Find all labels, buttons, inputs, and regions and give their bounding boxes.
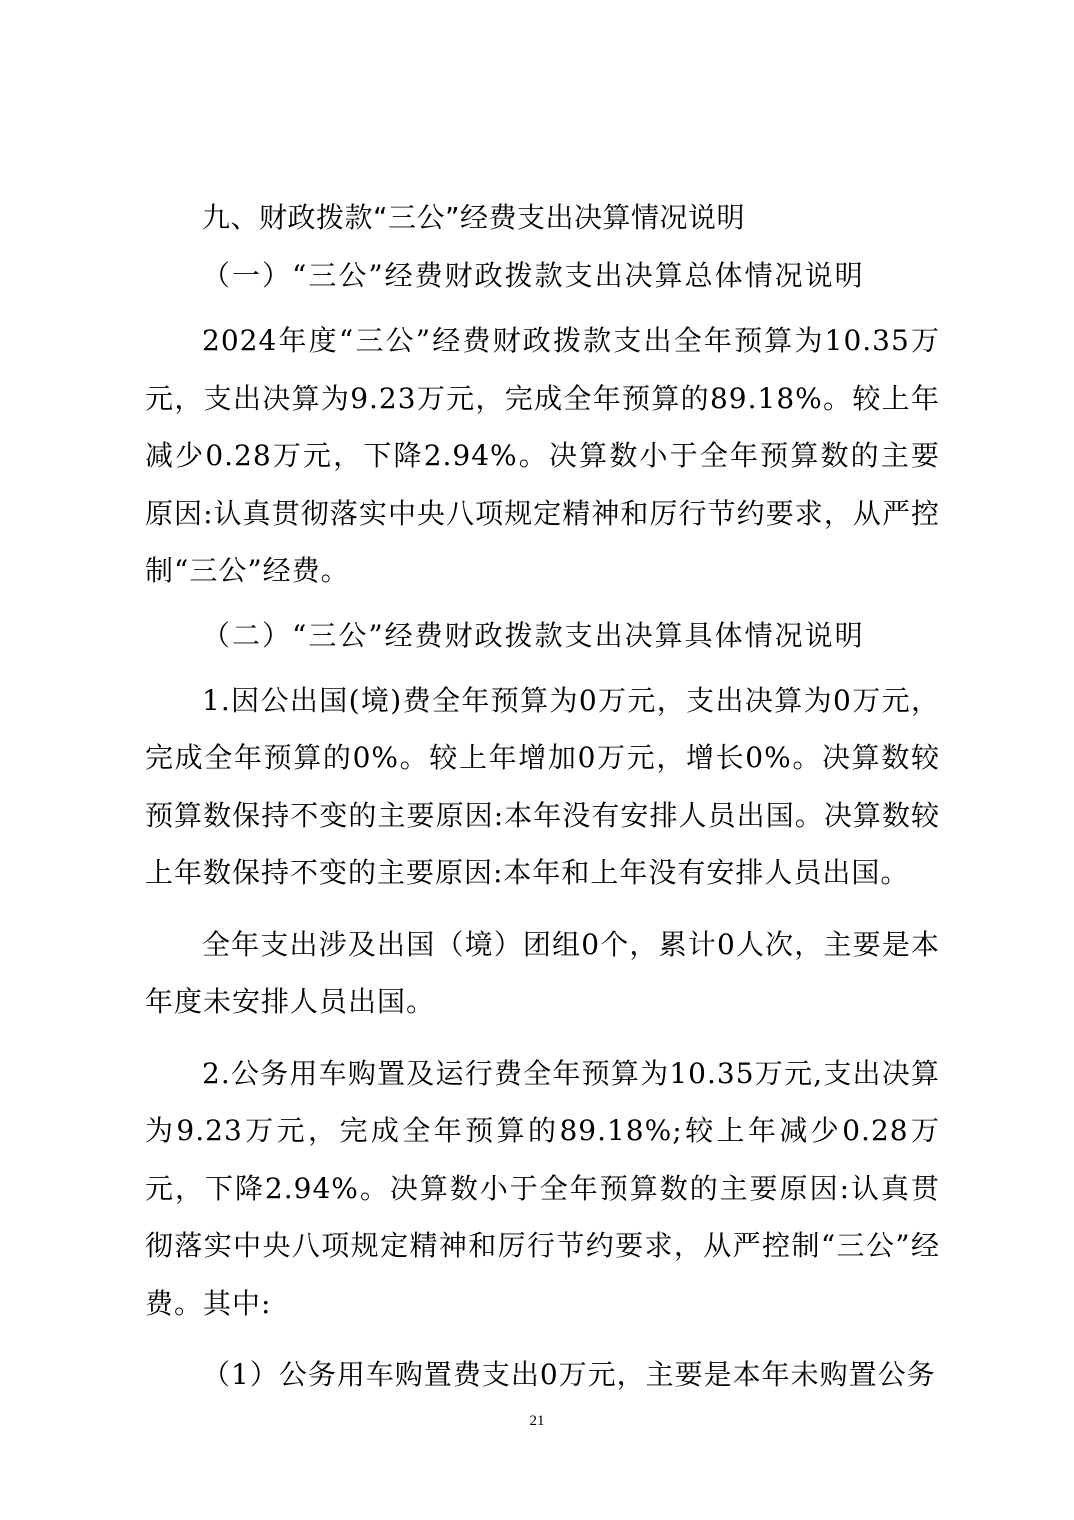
overseas-expense-paragraph: 1.因公出国(境)费全年预算为0万元，支出决算为0万元，完成全年预算的0%。较上年增加0万元，增长0%。决算数较预算数保持不变的主要原因:本年没有安排人员出国。决算数较上年数保持不变的主要原因:本年和上年没有安排人员出国。 — [145, 683, 940, 889]
subsection-heading-1: （一）“三公”经费财政拨款支出决算总体情况说明 — [202, 259, 865, 292]
subsection-heading-2: （二）“三公”经费财政拨款支出决算具体情况说明 — [202, 618, 865, 652]
overall-paragraph: 2024年度“三公”经费财政拨款支出全年预算为10.35万元，支出决算为9.23万元，完成全年预算的89.18%。较上年减少0.28万元，下降2.94%。决算数小于全年预算数的主要原因:认真贯彻落实中央八项规定精神和厉行节约要求，从严控制“三公”经费。 — [145, 324, 940, 587]
overseas-group-paragraph: 全年支出涉及出国（境）团组0个，累计0人次，主要是本年度未安排人员出国。 — [145, 927, 940, 1018]
page-number: 21 — [529, 1413, 545, 1429]
section-heading: 九、财政拨款“三公”经费支出决算情况说明 — [202, 201, 746, 234]
vehicle-expense-paragraph: 2.公务用车购置及运行费全年预算为10.35万元,支出决算为9.23万元，完成全年预算的89.18%;较上年减少0.28万元，下降2.94%。决算数小于全年预算数的主要原因:认真贯彻落实中央八项规定精神和厉行节约要求，从严控制“三公”经费。其中: — [145, 1056, 940, 1320]
vehicle-purchase-paragraph: （1）公务用车购置费支出0万元，主要是本年未购置公务 — [202, 1358, 936, 1391]
document-body — [145, 196, 940, 1414]
